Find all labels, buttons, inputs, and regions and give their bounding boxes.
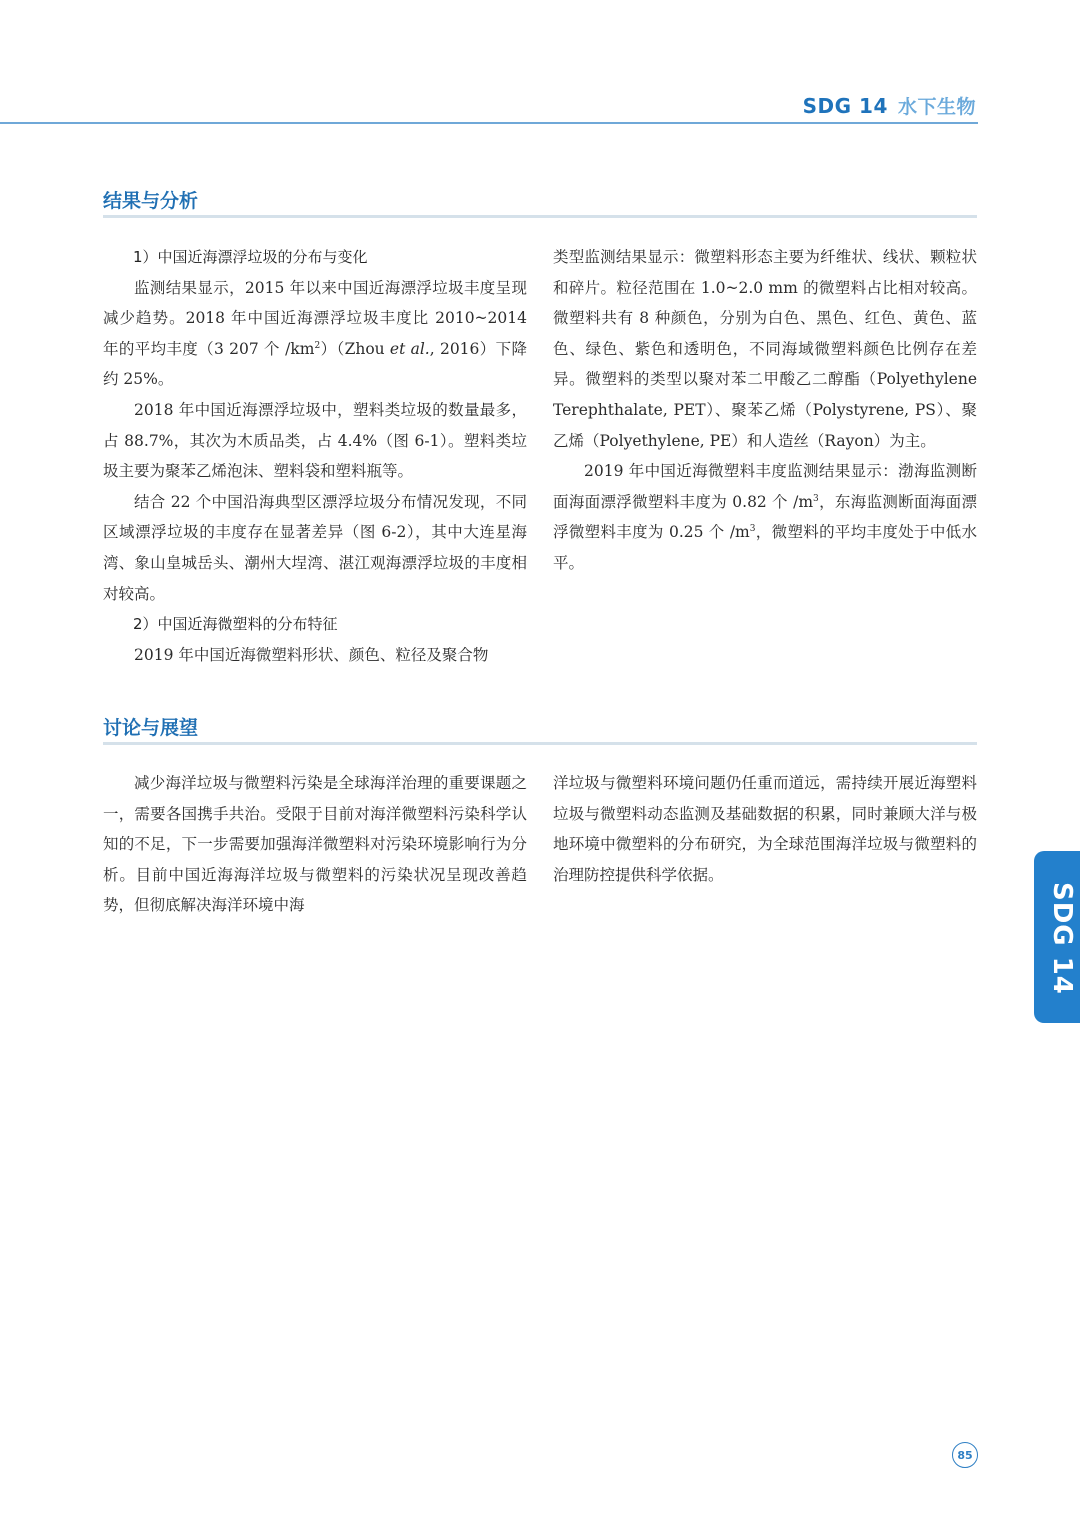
results-left-column: [103, 242, 527, 670]
results-right-column: [553, 242, 977, 579]
section-title-discussion: 讨论与展望: [103, 717, 199, 739]
discussion-right-column: [553, 768, 977, 890]
paragraph: 2019 年中国近海微塑料形状、颜色、粒径及聚合物: [134, 645, 489, 664]
paragraph: 类型监测结果显示：微塑料形态主要为纤维状、线状、颗粒状和碎片。粒径范围在 1.0~2.0 mm 的微塑料占比相对较高。微塑料共有 8 种颜色，分别为白色、黑色、红色、黄色、蓝色、绿色、紫色和透明色，不同海域微塑料颜色比例存在差异。微塑料的类型以聚对苯二甲酸乙二醇酯（Polyethylene Terephthalate, PET）、聚苯乙烯（Polystyrene, PS）、聚乙烯（Polyethylene, PE）和人造丝（Rayon）为主。: [553, 248, 977, 450]
running-header: [803, 92, 976, 119]
sdg-side-tab-label: SDG 14: [1047, 881, 1077, 995]
paragraph: 洋垃圾与微塑料环境问题仍任重而道远，需持续开展近海塑料垃圾与微塑料动态监测及基础数据的积累，同时兼顾大洋与极地环境中微塑料的分布研究，为全球范围海洋垃圾与微塑料的治理防控提供科学依据。: [553, 774, 977, 884]
paragraph: 结合 22 个中国沿海典型区漂浮垃圾分布情况发现，不同区域漂浮垃圾的丰度存在显著差异（图 6-2），其中大连星海湾、象山皇城岳头、潮州大埕湾、湛江观海漂浮垃圾的丰度相对较高。: [103, 492, 527, 603]
subheading-floating-debris: 1）中国近海漂浮垃圾的分布与变化: [133, 248, 368, 266]
header-rule: [0, 122, 978, 124]
discussion-left-column: [103, 768, 527, 921]
paragraph: 减少海洋垃圾与微塑料污染是全球海洋治理的重要课题之一，需要各国携手共治。受限于目前对海洋微塑料污染科学认知的不足，下一步需要加强海洋微塑料对污染环境影响行为分析。目前中国近海海洋垃圾与微塑料的污染状况呈现改善趋势，但彻底解决海洋环境中海: [103, 774, 527, 915]
subheading-microplastics: 2）中国近海微塑料的分布特征: [133, 615, 338, 634]
section-rule-results: [103, 215, 977, 218]
header-sdg-label: SDG 14: [802, 94, 888, 118]
page-number: 85: [952, 1442, 978, 1468]
paragraph: 2019 年中国近海微塑料丰度监测结果显示：渤海监测断面海面漂浮微塑料丰度为 0.82 个 $/m^3$，东海监测断面海面漂浮微塑料丰度为 0.25 个 $/m^3$，微塑料的平均丰度处于中低水平。: [553, 462, 977, 572]
section-title-results: 结果与分析: [103, 190, 199, 212]
paragraph: 2018 年中国近海漂浮垃圾中，塑料类垃圾的数量最多，占 88.7%，其次为木质品类，占 4.4%（图 6-1）。塑料类垃圾主要为聚苯乙烯泡沫、塑料袋和塑料瓶等。: [103, 400, 527, 481]
header-subtitle: 水下生物: [897, 96, 976, 118]
paragraph: 监测结果显示，2015 年以来中国近海漂浮垃圾丰度呈现减少趋势。2018 年中国近海漂浮垃圾丰度比 2010~2014 年的平均丰度（3 207 个 $/km^2)(Zhou$ et al., 2016）下降约 25%。: [103, 278, 527, 389]
section-rule-discussion: [103, 742, 977, 745]
